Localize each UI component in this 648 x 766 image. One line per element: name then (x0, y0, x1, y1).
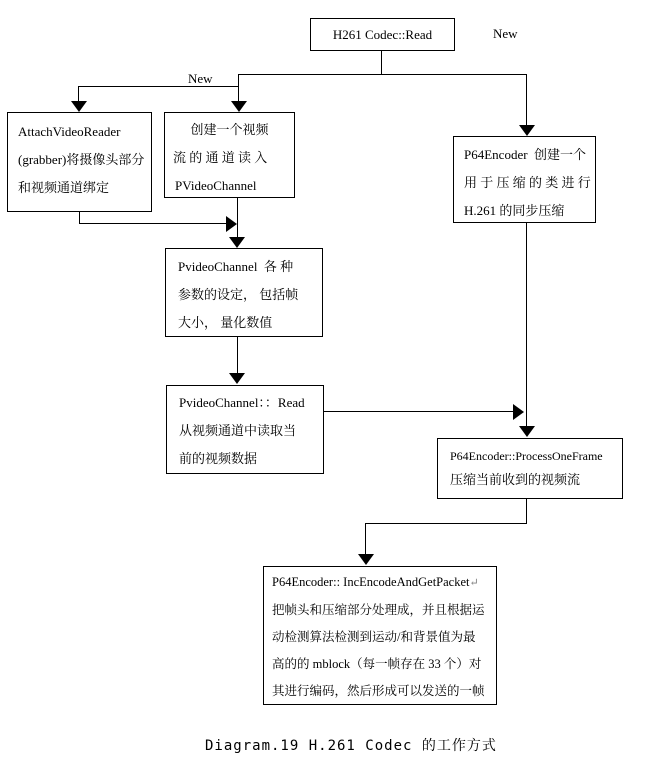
connector-branch-main (238, 74, 527, 75)
arrowhead-down-incencode (358, 554, 374, 565)
box-line (264, 569, 496, 597)
box-line: 从视频通道中读取当 (179, 423, 297, 438)
arrowhead-right-join-process (513, 404, 524, 420)
connector-branch-left (78, 86, 239, 87)
box-line: 压缩当前收到的视频流 (450, 472, 581, 487)
box-line: P64Encoder 创建一个 (464, 147, 587, 162)
box-line: 创建一个视频 (190, 122, 269, 137)
box-create-video-channel (164, 112, 295, 198)
diagram-caption: Diagram.19 H.261 Codec 的工作方式 (205, 738, 497, 754)
arrowhead-down-process (519, 426, 535, 437)
arrowhead-right-join-params (226, 216, 237, 232)
arrowhead-down-p64create (519, 125, 535, 136)
box-p64encoder-incencodeandgetpacket (263, 566, 497, 705)
connector-params-read (237, 337, 238, 374)
arrowhead-down-read (229, 373, 245, 384)
box-pvideochannel-params (165, 248, 323, 337)
connector-top-stem (381, 50, 382, 75)
box-line: 大小， 量化数值 (178, 315, 273, 330)
connector-to-attach (78, 86, 79, 102)
box-line: AttachVideoReader (18, 124, 121, 139)
box-line: 动检测算法检测到运动/和背景值为最 (272, 630, 476, 644)
box-h261-codec-read-label: H261 Codec::Read (332, 26, 433, 42)
connector-read-process (324, 411, 514, 412)
box-attach-video-reader (7, 112, 152, 212)
box-line: PVideoChannel (175, 178, 257, 193)
box-line: 流 的 通 道 读 入 (173, 150, 268, 165)
box-line: 前的视频数据 (179, 451, 258, 466)
connector-to-createchannel (238, 86, 239, 102)
box-line: (grabber)将摄像头部分 (18, 152, 145, 167)
arrowhead-down-params (229, 237, 245, 248)
connector-p64create-process (526, 223, 527, 427)
box-line: 其进行编码，然后形成可以发送的一帧 (272, 684, 485, 698)
connector-to-incencode (365, 523, 366, 555)
box-line: PvideoChannel：：Read (179, 395, 305, 410)
connector-to-p64create (526, 74, 527, 126)
connector-process-left (365, 523, 527, 524)
return-mark: ↵ (469, 577, 479, 589)
arrowhead-down-createchannel (231, 101, 247, 112)
box-pvideochannel-read (166, 385, 324, 474)
box-line-text: P64Encoder:: IncEncodeAndGetPacket (272, 575, 470, 589)
box-line: 高的的 mblock（每一帧存在 33 个）对 (272, 657, 482, 671)
box-line: 参数的设定， 包括帧 (178, 287, 299, 302)
box-line: 把帧头和压缩部分处理成，并且根据运 (272, 603, 485, 617)
box-line: H.261 的同步压缩 (464, 203, 565, 218)
new-label-left: New (188, 71, 213, 86)
box-line: PvideoChannel 各 种 (178, 259, 294, 274)
connector-createchannel-params (237, 198, 238, 238)
connector-process-down (526, 499, 527, 524)
connector-attach-right (79, 223, 227, 224)
new-label-right: New (493, 26, 518, 41)
box-line: 和视频通道绑定 (18, 180, 110, 195)
box-line: 用 于 压 缩 的 类 进 行 (464, 175, 591, 190)
box-line: P64Encoder::ProcessOneFrame (450, 449, 603, 463)
box-p64encoder-processoneframe (437, 438, 623, 499)
arrowhead-down-attach (71, 101, 87, 112)
box-p64encoder-create (453, 136, 596, 223)
box-h261-codec-read (310, 18, 455, 51)
